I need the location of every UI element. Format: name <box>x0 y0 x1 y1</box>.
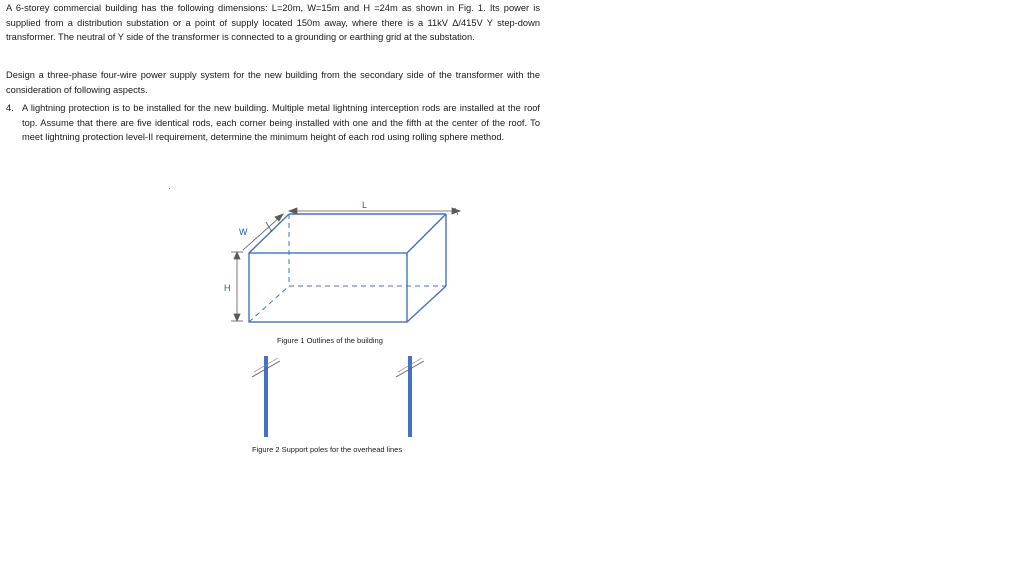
pole-right <box>396 356 424 437</box>
dimension-W-line <box>243 217 280 250</box>
figure-1-building-outline <box>249 214 446 322</box>
label-H: H <box>224 283 231 293</box>
dimension-W <box>243 214 283 250</box>
list-item-text: A lightning protection is to be installed for the new building. Multiple metal lightning interception rods are installed at the roof top. Assume that there are five identical rods, each corner being installed with one and the fifth at the center of the roof. To meet lightning protection level-II requirement, determine the minimum height of each rod using rolling sphere method. <box>22 103 540 143</box>
dimension-H <box>231 252 243 321</box>
label-W: W <box>239 227 248 237</box>
dimension-W-tick <box>266 222 272 232</box>
top-right-edge <box>407 214 446 253</box>
hidden-bottom-left-edge <box>249 286 289 322</box>
hidden-edges <box>249 214 446 322</box>
intro-paragraph: A 6-storey commercial building has the following dimensions: L=20m, W=15m and H =24m as shown in Fig. 1. Its power is supplied from a distribution substation or a point of supply located 150m away, where there is a 11kV Δ/415V Y step-down transformer. The neutral of Y side of the transformer is connected to a grounding or earthing grid at the substation. <box>6 3 540 43</box>
design-paragraph: Design a three-phase four-wire power supply system for the new building from the secondary side of the transformer with the consideration of following aspects. <box>6 70 540 95</box>
figure-1-caption: Figure 1 Outlines of the building <box>277 336 383 345</box>
dimension-L-arrow-left <box>289 208 297 214</box>
label-L: L <box>362 200 368 210</box>
pole-left <box>252 356 280 437</box>
dimension-H-arrow-top <box>234 252 240 259</box>
top-left-edge <box>249 214 289 253</box>
list-item-number: 4. <box>6 103 14 113</box>
figure-2-caption: Figure 2 Support poles for the overhead lines <box>252 445 403 454</box>
dimension-H-arrow-bottom <box>234 314 240 321</box>
bottom-right-edge <box>407 286 446 322</box>
front-face <box>249 253 407 322</box>
